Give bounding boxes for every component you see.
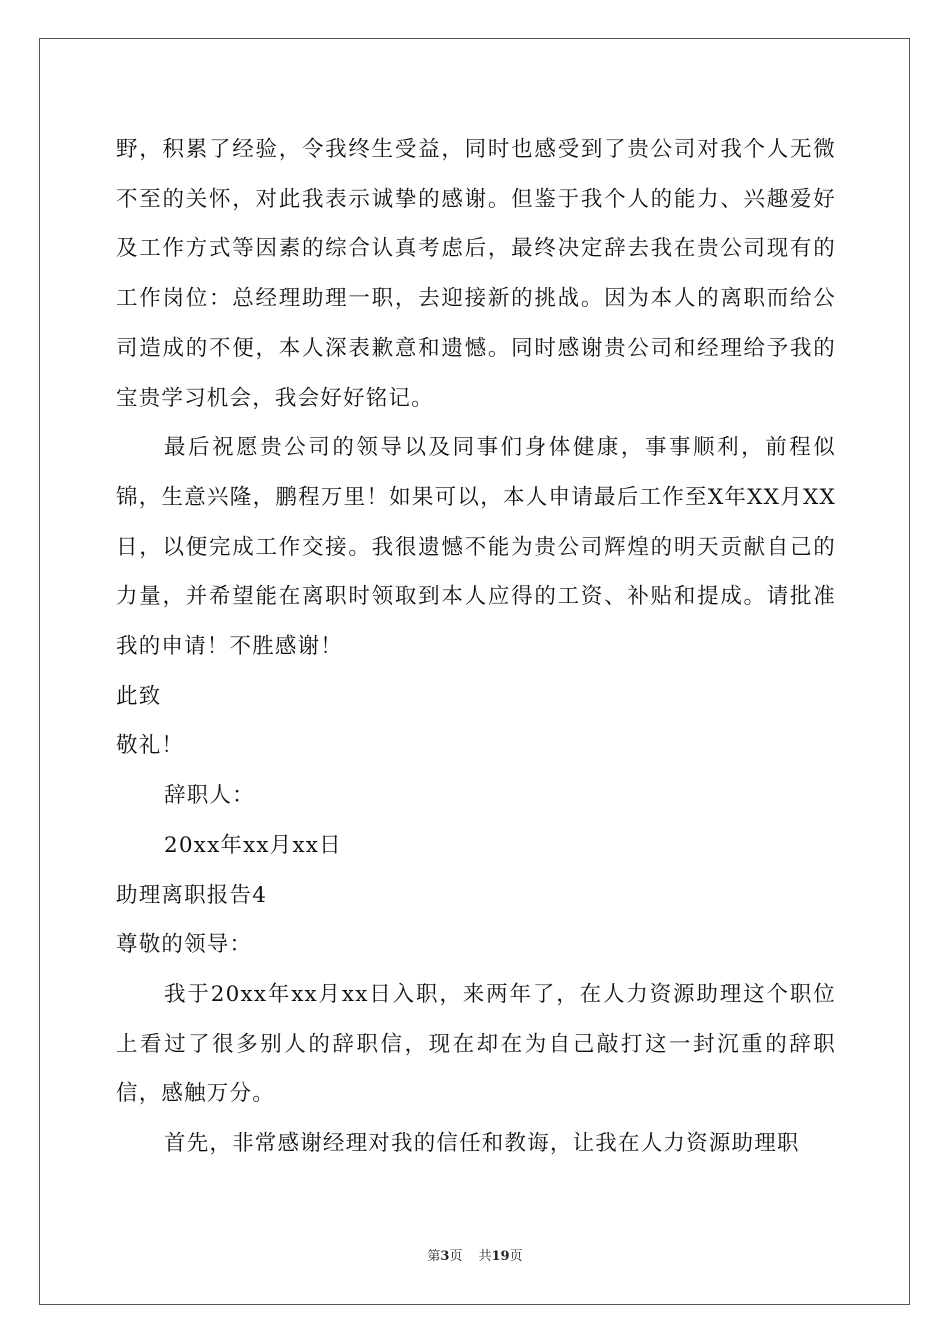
salutation: 尊敬的领导： xyxy=(116,932,253,958)
closing-line-2: 敬礼！ xyxy=(116,733,185,759)
page-suffix: 页 xyxy=(449,1249,463,1264)
total-suffix: 页 xyxy=(509,1249,523,1264)
paragraph-2: 最后祝愿贵公司的领导以及同事们身体健康，事事顺利，前程似锦，生意兴隆，鹏程万里！如果可以，本人申请最后工作至X年XX月XX日，以便完成工作交接。我很遗憾不能为贵公司辉煌的明天贡献自己的力量，并希望能在离职时领取到本人应得的工资、补贴和提成。请批准我的申请！不胜感谢！ xyxy=(116,435,836,660)
total-prefix: 共 xyxy=(478,1249,492,1264)
paragraph-3: 我于20xx年xx月xx日入职，来两年了，在人力资源助理这个职位上看过了很多别人的辞职信，现在却在为自己敲打这一封沉重的辞职信，感触万分。 xyxy=(116,981,836,1107)
document-body xyxy=(116,125,836,1169)
page-footer xyxy=(0,1247,950,1267)
paragraph-1: 野，积累了经验，令我终生受益，同时也感受到了贵公司对我个人无微不至的关怀，对此我表示诚挚的感谢。但鉴于我个人的能力、兴趣爱好及工作方式等因素的综合认真考虑后，最终决定辞去我在贵公司现有的工作岗位：总经理助理一职，去迎接新的挑战。因为本人的离职而给公司造成的不便，本人深表歉意和遗憾。同时感谢贵公司和经理给予我的宝贵学习机会，我会好好铭记。 xyxy=(116,137,836,411)
date-line: 20xx年xx月xx日 xyxy=(164,832,342,858)
section-title: 助理离职报告4 xyxy=(116,882,268,908)
page-prefix: 第 xyxy=(427,1249,441,1264)
closing-line-1: 此致 xyxy=(116,683,162,709)
page-number: 3 xyxy=(440,1249,450,1264)
paragraph-4: 首先，非常感谢经理对我的信任和教诲，让我在人力资源助理职 xyxy=(164,1131,800,1157)
signer-line: 辞职人： xyxy=(164,783,255,809)
total-pages: 19 xyxy=(491,1249,510,1264)
